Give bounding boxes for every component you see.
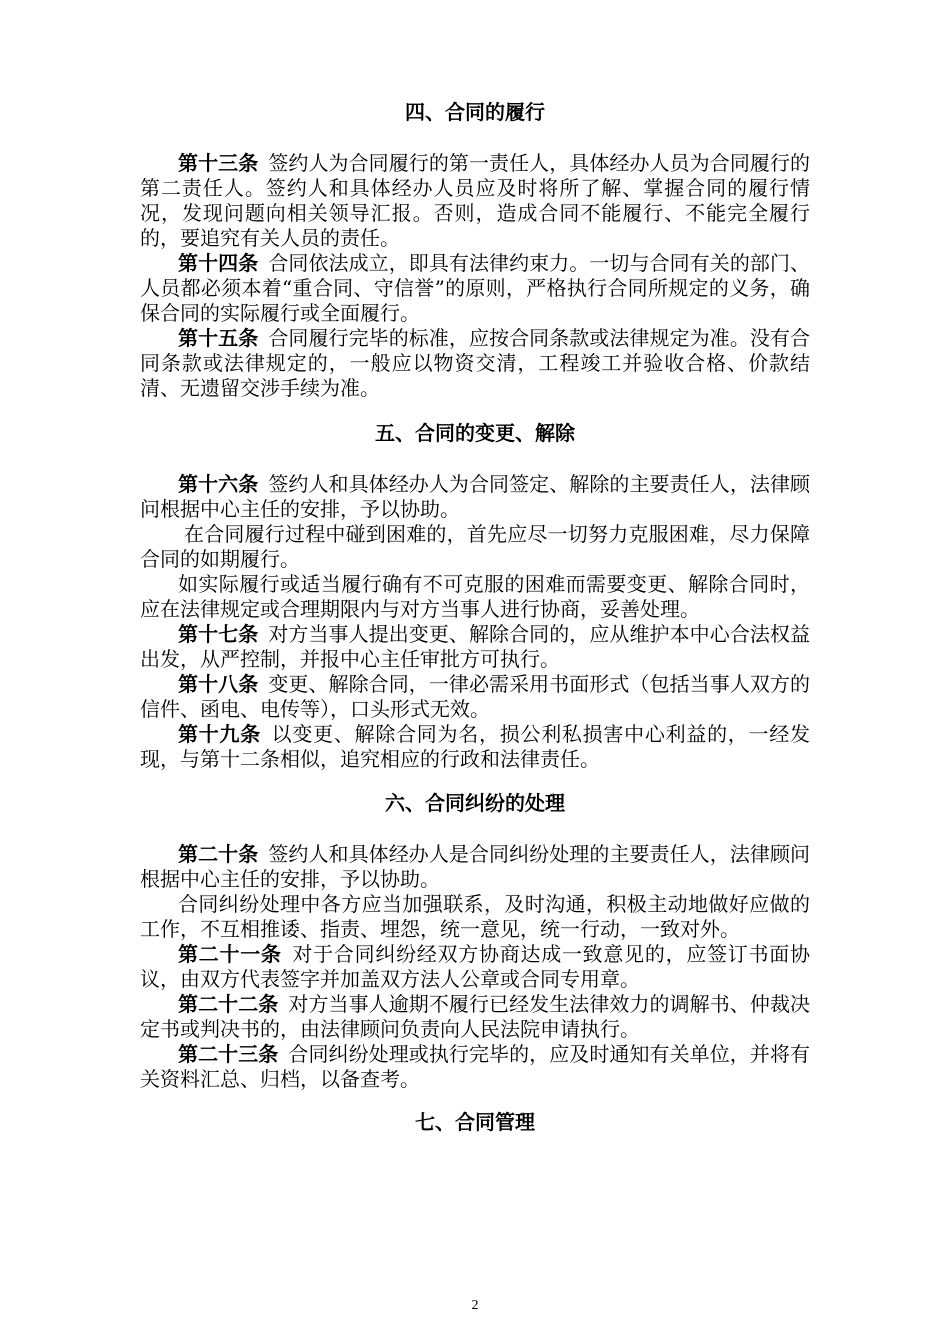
article-text: 签约人和具体经办人是合同纠纷处理的主要责任人，法律顾问根据中心主任的安排，予以协助。	[140, 842, 811, 891]
article-number: 第二十一条	[178, 942, 282, 966]
article-16-para-3: 如实际履行或适当履行确有不可克服的困难而需要变更、解除合同时，应在法律规定或合理期限内与对方当事人进行协商，妥善处理。	[140, 572, 810, 621]
article-text: 对方当事人逾期不履行已经发生法律效力的调解书、仲裁决定书或判决书的，由法律顾问负责向人民法院申请执行。	[140, 992, 811, 1041]
article-text: 合同纠纷处理或执行完毕的，应及时通知有关单位，并将有关资料汇总、归档，以备查考。	[140, 1042, 811, 1091]
article-text: 合同履行完毕的标准，应按合同条款或法律规定为准。没有合同条款或法律规定的，一般应以物资交清，工程竣工并验收合格、价款结清、无遗留交涉手续为准。	[140, 326, 811, 400]
article-number: 第二十二条	[178, 992, 279, 1016]
document-body	[140, 96, 810, 1135]
article-text: 签约人为合同履行的第一责任人，具体经办人员为合同履行的第二责任人。签约人和具体经办人员应及时将所了解、掌握合同的履行情况，发现问题向相关领导汇报。否则，造成合同不能履行、不能完全履行的，要追究有关人员的责任。	[140, 151, 811, 250]
article-text: 变更、解除合同，一律必需采用书面形式（包括当事人双方的信件、函电、电传等），口头形式无效。	[140, 672, 811, 721]
article-number: 第十八条	[178, 672, 259, 696]
article-number: 第二十三条	[178, 1042, 279, 1066]
article-20-para-2: 合同纠纷处理中各方应当加强联系，及时沟通，积极主动地做好应做的工作，不互相推诿、指责、埋怨，统一意见，统一行动，一致对外。	[140, 892, 810, 941]
section-heading-change: 五、合同的变更、解除	[375, 421, 575, 445]
section-heading-management: 七、合同管理	[415, 1110, 535, 1134]
article-18	[140, 672, 810, 722]
article-13	[140, 151, 810, 251]
article-17	[140, 622, 810, 672]
article-15	[140, 326, 810, 401]
article-16-para-2: 在合同履行过程中碰到困难的，首先应尽一切努力克服困难，尽力保障合同的如期履行。	[140, 522, 810, 571]
section-heading-disputes: 六、合同纠纷的处理	[385, 791, 565, 815]
article-number: 第十五条	[178, 326, 259, 350]
article-text: 签约人和具体经办人为合同签定、解除的主要责任人，法律顾问根据中心主任的安排，予以协助。	[140, 472, 811, 521]
article-text: 对于合同纠纷经双方协商达成一致意见的，应签订书面协议，由双方代表签字并加盖双方法人公章或合同专用章。	[140, 942, 811, 991]
article-text: 以变更、解除合同为名，损公利私损害中心利益的，一经发现，与第十二条相似，追究相应的行政和法律责任。	[140, 722, 811, 771]
article-20	[140, 842, 810, 892]
article-number: 第十九条	[178, 722, 261, 746]
article-number: 第十三条	[178, 151, 259, 175]
article-22	[140, 992, 810, 1042]
section-heading-performance: 四、合同的履行	[405, 100, 545, 124]
article-number: 第十六条	[178, 472, 259, 496]
article-text: 合同依法成立，即具有法律约束力。一切与合同有关的部门、人员都必须本着“重合同、守信誉”的原则，严格执行合同所规定的义务，确保合同的实际履行或全面履行。	[140, 251, 811, 325]
article-14	[140, 251, 810, 326]
article-number: 第十七条	[178, 622, 259, 646]
article-number: 第二十条	[178, 842, 259, 866]
article-number: 第十四条	[178, 251, 259, 275]
article-21	[140, 942, 810, 992]
page-number: 2	[471, 1298, 479, 1313]
article-16	[140, 472, 810, 522]
article-23	[140, 1042, 810, 1092]
article-text: 对方当事人提出变更、解除合同的，应从维护本中心合法权益出发，从严控制，并报中心主任审批方可执行。	[140, 622, 811, 671]
article-19	[140, 722, 810, 772]
